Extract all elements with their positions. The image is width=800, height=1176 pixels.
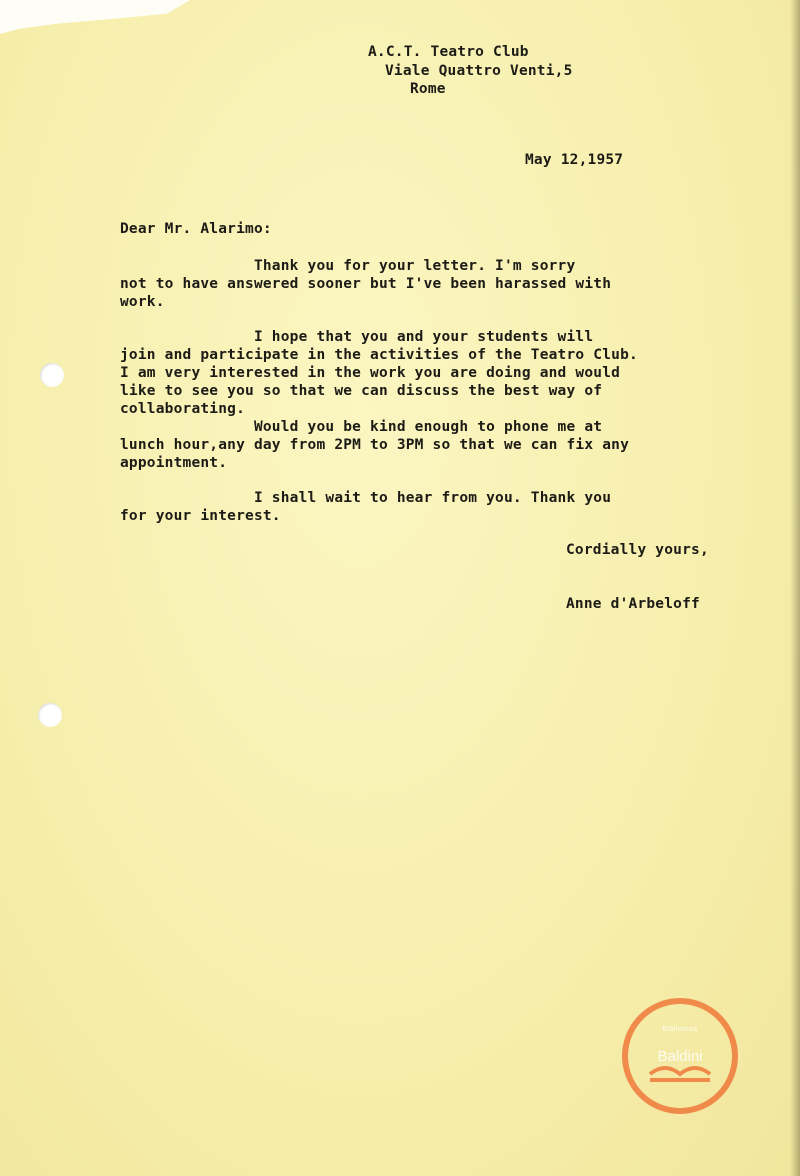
body-line: Thank you for your letter. I'm sorry: [120, 258, 576, 274]
stamp-label: Baldini: [657, 1048, 703, 1065]
page-edge-shadow: [790, 0, 800, 1176]
open-book-icon: [628, 1004, 732, 1108]
body-line: I shall wait to hear from you. Thank you: [120, 490, 612, 506]
library-stamp: [622, 998, 738, 1114]
body-line: not to have answered sooner but I've been harassed with: [120, 276, 612, 292]
body-line: I hope that you and your students will: [120, 329, 594, 345]
punch-hole-lower: [38, 703, 62, 727]
body-line: collaborating.: [120, 401, 246, 417]
letter-date: May 12,1957: [525, 152, 624, 168]
torn-corner: [0, 0, 190, 34]
salutation: Dear Mr. Alarimo:: [120, 221, 272, 237]
body-line: for your interest.: [120, 508, 281, 524]
letterhead-city: Rome: [410, 81, 446, 97]
letterhead-address: Viale Quattro Venti,5: [385, 63, 573, 79]
punch-hole-upper: [40, 363, 64, 387]
letterhead-organization: A.C.T. Teatro Club: [368, 44, 529, 60]
body-line: work.: [120, 294, 165, 310]
body-line: join and participate in the activities of the Teatro Club.: [120, 347, 638, 363]
body-line: like to see you so that we can discuss the best way of: [120, 383, 603, 399]
body-line: I am very interested in the work you are doing and would: [120, 365, 621, 381]
body-line: lunch hour,any day from 2PM to 3PM so that we can fix any: [120, 437, 629, 453]
signature-name: Anne d'Arbeloff: [566, 596, 700, 612]
body-line: appointment.: [120, 455, 228, 471]
stamp-label-small: Biblioteca: [662, 1026, 698, 1033]
body-line: Would you be kind enough to phone me at: [120, 419, 603, 435]
closing: Cordially yours,: [566, 542, 709, 558]
